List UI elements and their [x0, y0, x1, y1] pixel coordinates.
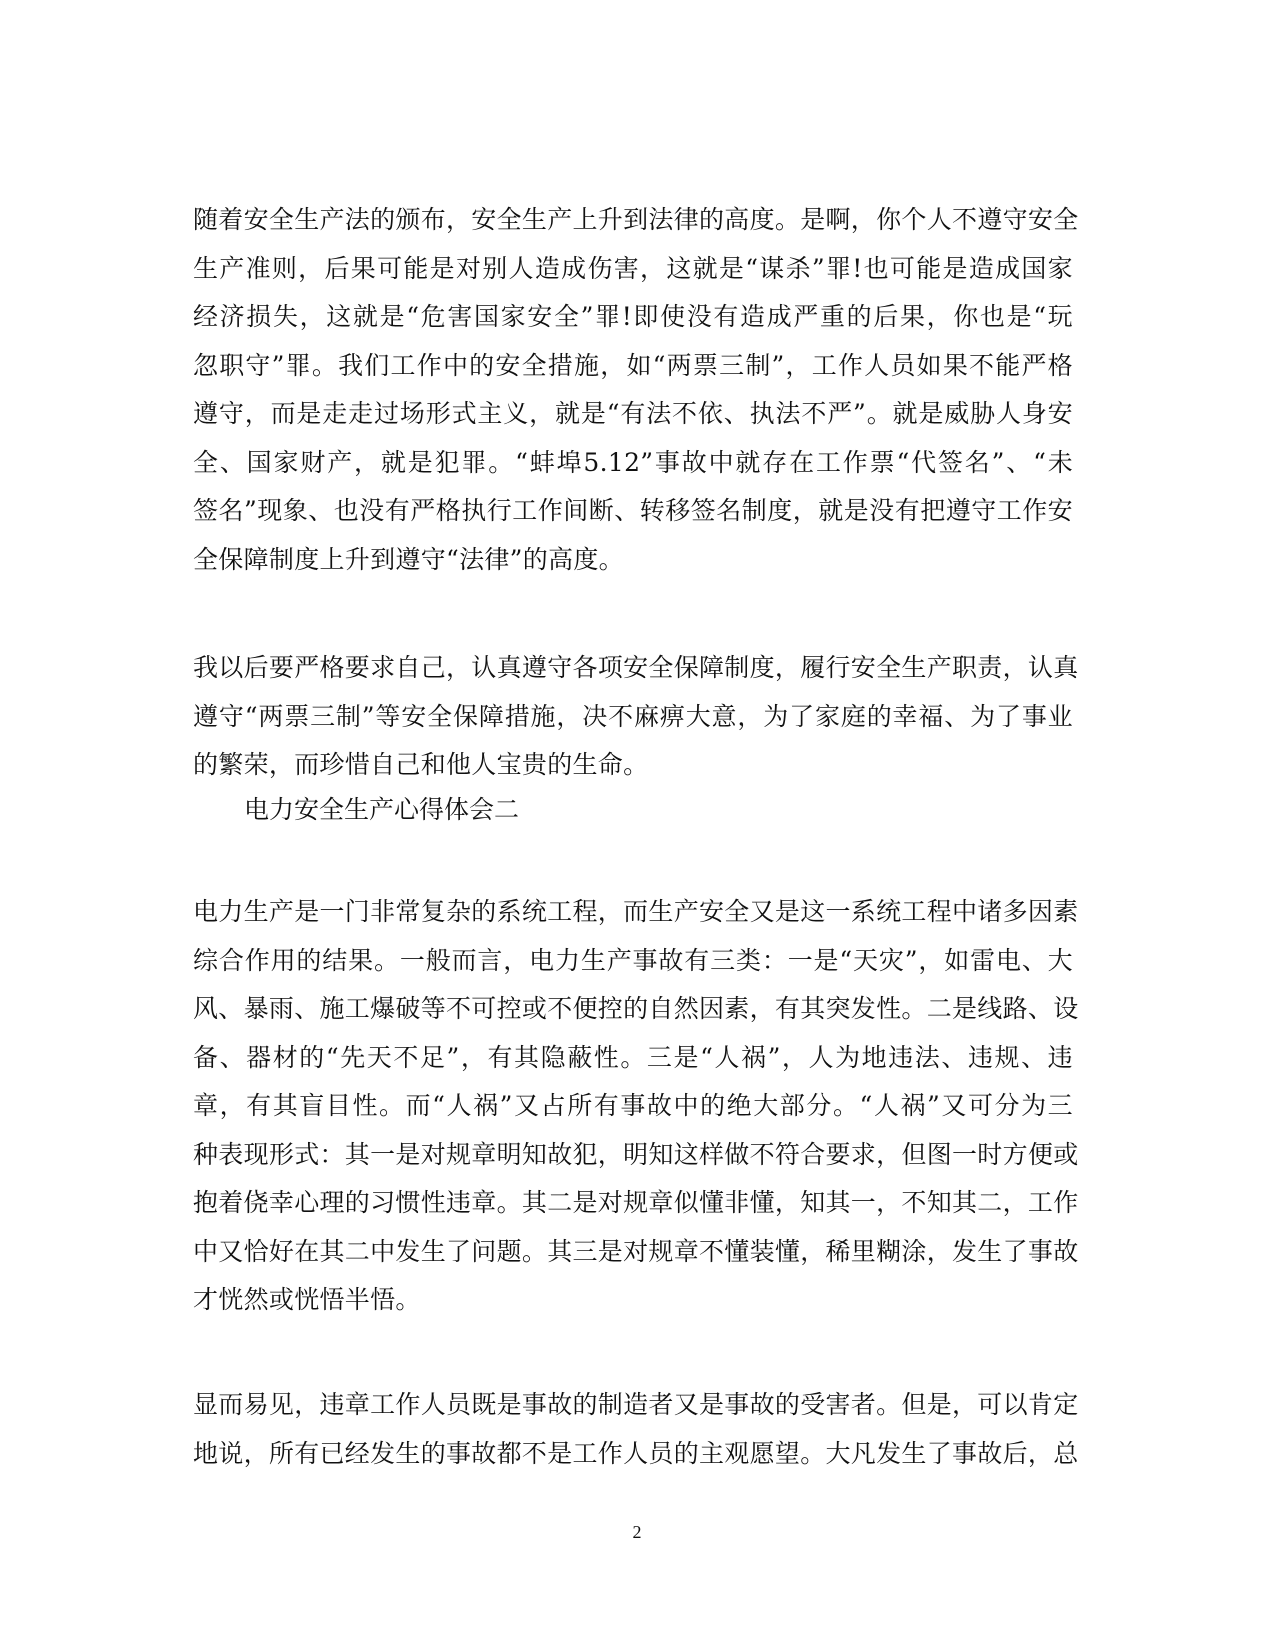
text-line: 备、器材的“先天不足”，有其隐蔽性。三是“人祸”，人为地违法、违规、违: [193, 1042, 1073, 1072]
text-line: 全、国家财产，就是犯罪。“蚌埠5.12”事故中就存在工作票“代签名”、“未: [193, 447, 1073, 477]
paragraph-1: [193, 196, 1079, 584]
text-line: 我以后要严格要求自己，认真遵守各项安全保障制度，履行安全生产职责，认真: [193, 653, 1079, 682]
text-line: 抱着侥幸心理的习惯性违章。其二是对规章似懂非懂，知其一，不知其二，工作: [193, 1188, 1079, 1217]
text-line: 经济损失，这就是“危害国家安全”罪!即使没有造成严重的后果，你也是“玩: [193, 302, 1073, 331]
text-line: 遵守，而是走走过场形式主义，就是“有法不依、执法不严”。就是威胁人身安: [193, 399, 1073, 428]
text-line: 地说，所有已经发生的事故都不是工作人员的主观愿望。大凡发生了事故后，总: [193, 1438, 1079, 1468]
text-line: 才恍然或恍悟半悟。: [193, 1285, 421, 1314]
text-line: 综合作用的结果。一般而言，电力生产事故有三类：一是“天灾”，如雷电、大: [193, 945, 1073, 975]
text-line: 全保障制度上升到遵守“法律”的高度。: [193, 544, 624, 574]
text-line: 遵守“两票三制”等安全保障措施，决不麻痹大意，为了家庭的幸福、为了事业: [193, 701, 1073, 731]
page-number: 2: [632, 1522, 642, 1542]
paragraph-3: [193, 888, 1079, 1325]
text-line: 的繁荣，而珍惜自己和他人宝贵的生命。: [193, 750, 649, 779]
text-line: 签名”现象、也没有严格执行工作间断、转移签名制度，就是没有把遵守工作安: [193, 496, 1073, 525]
text-line: 中又恰好在其二中发生了问题。其三是对规章不懂装懂，稀里糊涂，发生了事故: [193, 1236, 1079, 1266]
text-line: 种表现形式：其一是对规章明知故犯，明知这样做不符合要求，但图一时方便或: [193, 1139, 1079, 1169]
text-line: 随着安全生产法的颁布，安全生产上升到法律的高度。是啊，你个人不遵守安全: [193, 205, 1079, 234]
text-line: 电力生产是一门非常复杂的系统工程，而生产安全又是这一系统工程中诸多因素: [193, 897, 1079, 926]
section-heading: 电力安全生产心得体会二: [244, 795, 520, 824]
paragraph-4: [193, 1381, 1079, 1478]
paragraph-2: [193, 644, 1079, 790]
text-line: 显而易见，违章工作人员既是事故的制造者又是事故的受害者。但是，可以肯定: [193, 1390, 1079, 1419]
text-line: 章，有其盲目性。而“人祸”又占所有事故中的绝大部分。“人祸”又可分为三: [193, 1091, 1073, 1120]
text-line: 生产准则，后果可能是对别人造成伤害，这就是“谋杀”罪!也可能是造成国家: [193, 253, 1073, 283]
text-line: 风、暴雨、施工爆破等不可控或不便控的自然因素，有其突发性。二是线路、设: [193, 994, 1079, 1023]
text-line: 忽职守”罪。我们工作中的安全措施，如“两票三制”，工作人员如果不能严格: [193, 350, 1073, 380]
